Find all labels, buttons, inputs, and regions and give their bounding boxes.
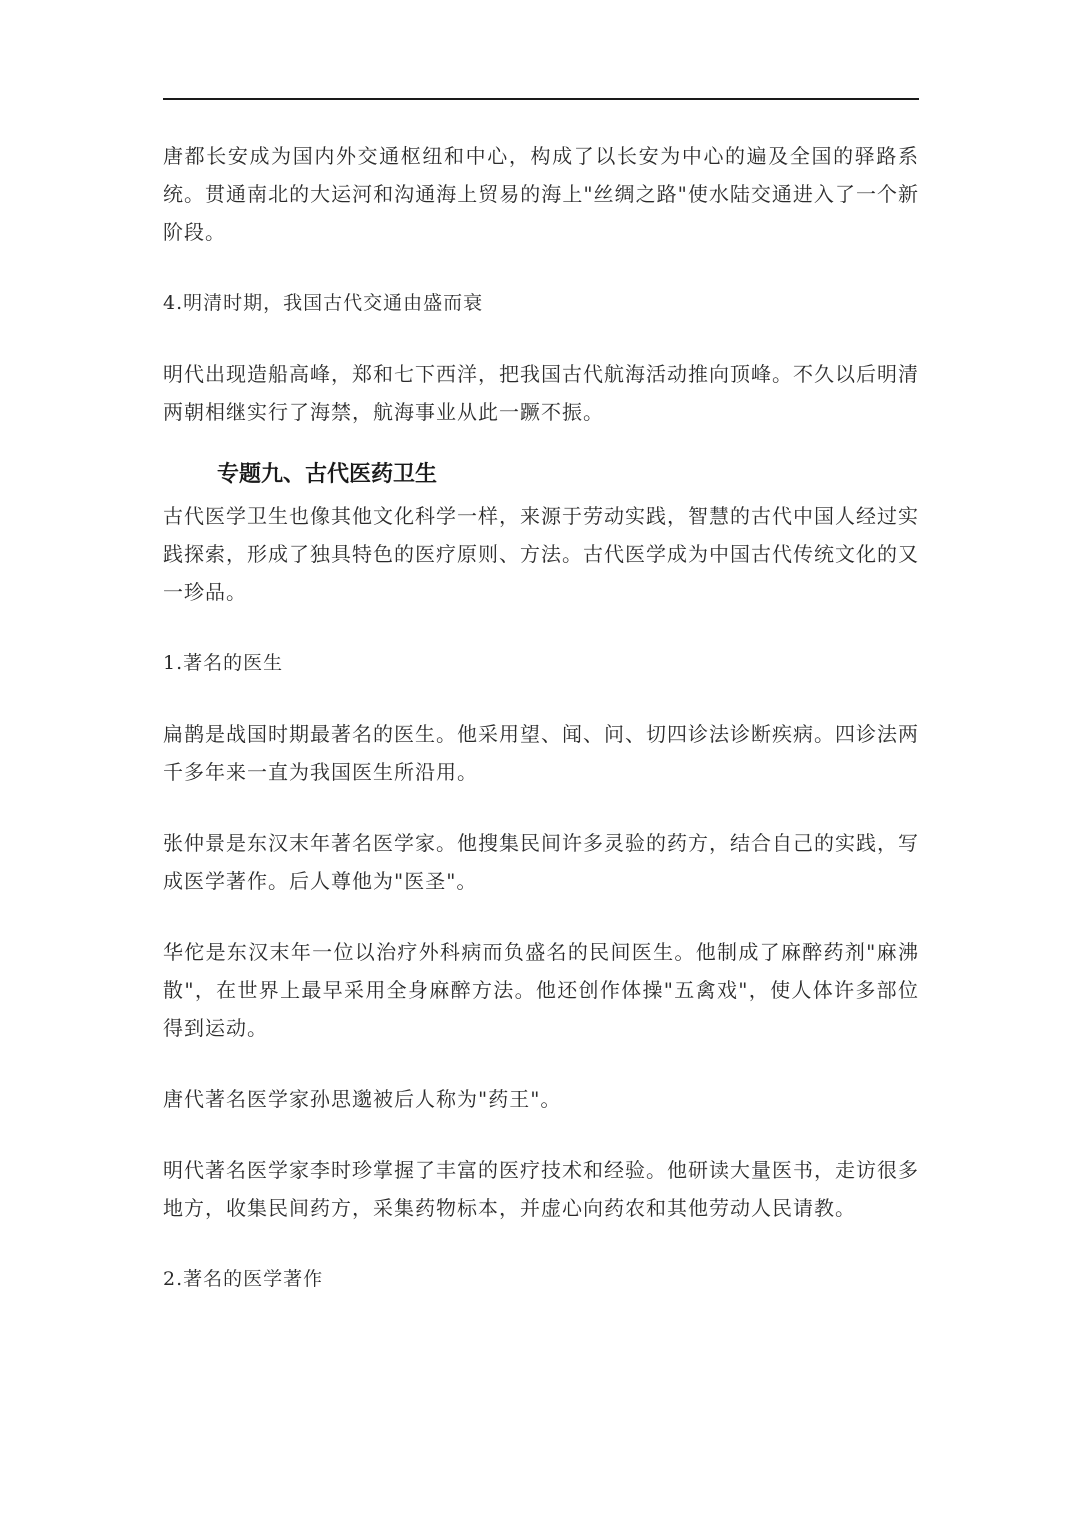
paragraph-tang-roads: 唐都长安成为国内外交通枢纽和中心，构成了以长安为中心的遍及全国的驿路系统。贯通南北的大运河和沟通海上贸易的海上"丝绸之路"使水陆交通进入了一个新阶段。 — [163, 144, 919, 244]
document-body — [163, 137, 919, 1331]
paragraph-hua-tuo: 华佗是东汉末年一位以治疗外科病而负盛名的民间医生。他制成了麻醉药剂"麻沸散"，在世界上最早采用全身麻醉方法。他还创作体操"五禽戏"，使人体许多部位得到运动。 — [163, 940, 919, 1040]
subheading-ming-qing-transport: 4.明清时期，我国古代交通由盛而衰 — [163, 292, 484, 314]
section-title: 专题九、古代医药卫生 — [217, 462, 438, 487]
paragraph-li-shizhen: 明代著名医学家李时珍掌握了丰富的医疗技术和经验。他研读大量医书，走访很多地方，收集民间药方，采集药物标本，并虚心向药农和其他劳动人民请教。 — [163, 1158, 919, 1220]
paragraph-zheng-he: 明代出现造船高峰，郑和七下西洋，把我国古代航海活动推向顶峰。不久以后明清两朝相继实行了海禁，航海事业从此一蹶不振。 — [163, 362, 919, 424]
subheading-medical-works: 2.著名的医学著作 — [163, 1268, 324, 1290]
paragraph-zhang-zhongjing: 张仲景是东汉末年著名医学家。他搜集民间许多灵验的药方，结合自己的实践，写成医学著作。后人尊他为"医圣"。 — [163, 831, 919, 893]
subheading-famous-doctors: 1.著名的医生 — [163, 652, 284, 674]
paragraph-sun-simiao: 唐代著名医学家孙思邈被后人称为"药王"。 — [163, 1087, 562, 1111]
paragraph-medicine-intro: 古代医学卫生也像其他文化科学一样，来源于劳动实践，智慧的古代中国人经过实践探索，形成了独具特色的医疗原则、方法。古代医学成为中国古代传统文化的又一珍品。 — [163, 504, 919, 604]
header-rule — [163, 98, 919, 100]
paragraph-bian-que: 扁鹊是战国时期最著名的医生。他采用望、闻、问、切四诊法诊断疾病。四诊法两千多年来一直为我国医生所沿用。 — [163, 722, 919, 784]
